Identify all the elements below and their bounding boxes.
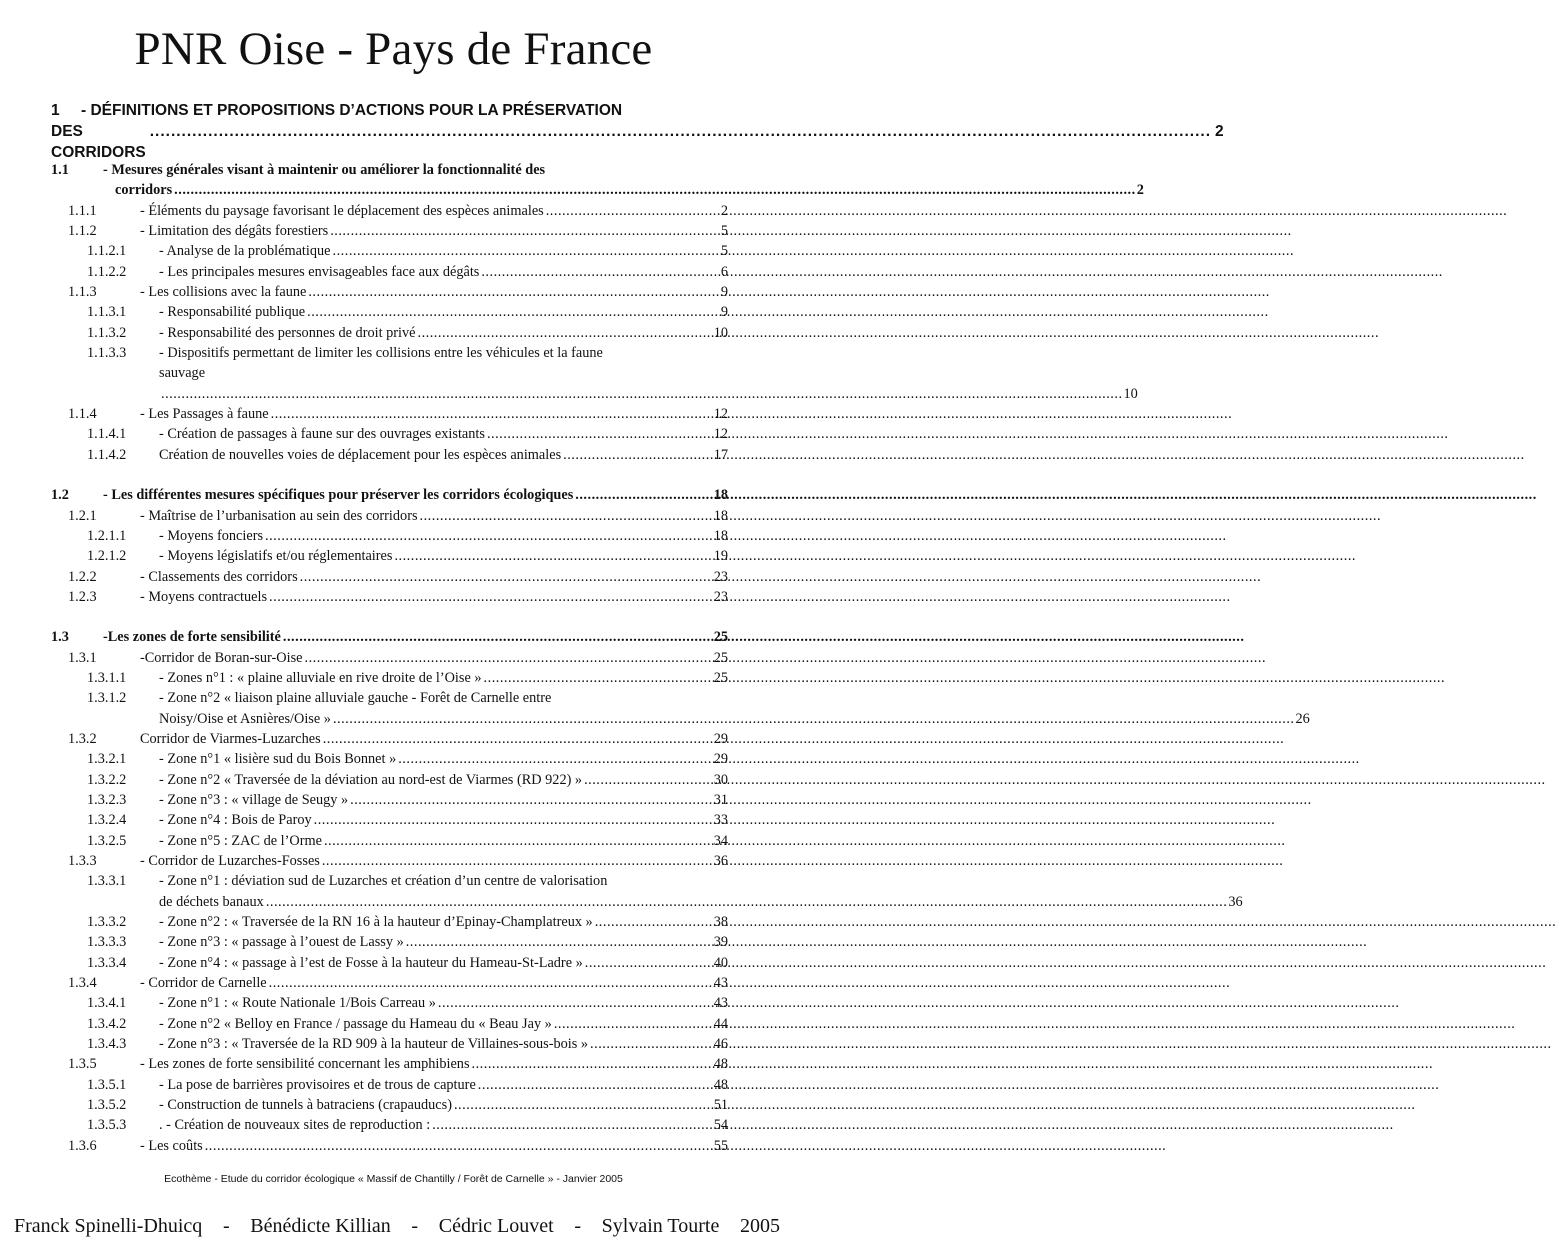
- dot-leader: [283, 627, 713, 647]
- toc-entry-title: - Classements des corridors: [140, 568, 298, 585]
- toc-main-number: 1: [51, 102, 60, 119]
- toc-entry-page: 30: [713, 771, 728, 788]
- separator: -: [574, 1215, 582, 1237]
- toc-entry-title: - Zone n°3 : « village de Seugy »: [159, 791, 349, 808]
- toc-entry-number: 1.2: [51, 487, 69, 504]
- dot-leader: [269, 587, 713, 607]
- toc-entry-page: 38: [713, 914, 728, 931]
- dot-leader: [406, 932, 713, 952]
- dot-leader: [333, 709, 1295, 729]
- toc-entry-number: 1.2.3: [68, 588, 97, 605]
- dot-leader: [487, 424, 713, 444]
- dot-leader: [265, 526, 713, 546]
- toc-entry-title: Corridor de Viarmes-Luzarches: [140, 730, 321, 747]
- toc-entry-page: 51: [713, 1097, 728, 1114]
- toc-entry-number: 1.3.3.1: [87, 873, 127, 890]
- toc-entry-number: 1.3: [51, 629, 69, 646]
- toc-entry-page: 10: [1123, 385, 1138, 402]
- toc-entry-number: 1.3.6: [68, 1137, 97, 1154]
- toc-entry[interactable]: [51, 445, 728, 465]
- toc-entry-page: 18: [713, 487, 728, 504]
- toc-entry[interactable]: [51, 567, 728, 587]
- toc-entry-page: 18: [713, 507, 728, 524]
- dot-leader: [307, 302, 720, 322]
- toc-entry-number: 1.2.2: [68, 568, 97, 585]
- toc-entry[interactable]: [51, 993, 728, 1013]
- toc-entry[interactable]: [51, 871, 1243, 912]
- dot-leader: [333, 241, 720, 261]
- toc-entry-page: 39: [713, 934, 728, 951]
- toc-entry-title: - Zone n°3 : « Traversée de la RD 909 à la hauteur de Villaines-sous-bois »: [159, 1036, 589, 1053]
- toc-entry-page: 23: [713, 568, 728, 585]
- year: 2005: [739, 1215, 780, 1237]
- toc-entry-title: - Zone n°2 « Traversée de la déviation au nord-est de Viarmes (RD 922) »: [159, 771, 583, 788]
- toc-entry[interactable]: [51, 424, 728, 444]
- toc-entry-page: 43: [713, 975, 728, 992]
- toc-entry-title: - Les zones de forte sensibilité concernant les amphibiens: [140, 1056, 470, 1073]
- toc-entry[interactable]: [51, 1115, 728, 1135]
- dot-leader: [150, 121, 1211, 142]
- toc-entry-title: - Les principales mesures envisageables face aux dégâts: [159, 263, 480, 280]
- toc-entry-page: 2: [1136, 182, 1144, 199]
- toc-entry[interactable]: [51, 506, 728, 526]
- toc-entry-number: 1.3.2.5: [87, 832, 127, 849]
- dot-leader: [174, 180, 1136, 200]
- toc-entry-title: - La pose de barrières provisoires et de trous de capture: [159, 1076, 476, 1093]
- toc-entry[interactable]: [51, 1034, 728, 1054]
- toc-entry[interactable]: [51, 323, 728, 343]
- toc-main-title-line1: - DÉFINITIONS ET PROPOSITIONS D’ACTIONS POUR LA PRÉSERVATION: [81, 102, 623, 119]
- toc-entry[interactable]: [51, 241, 728, 261]
- toc-entry-title: corridors: [115, 182, 173, 199]
- authors-line: [14, 1213, 780, 1239]
- toc-entry-title: - Zones n°1 : « plaine alluviale en rive droite de l’Oise »: [159, 669, 482, 686]
- dot-leader: [484, 668, 713, 688]
- toc-entry-page: 9: [720, 284, 728, 301]
- toc-entry-number: 1.1.4.2: [87, 446, 127, 463]
- author-name: Bénédicte Killian: [250, 1215, 391, 1237]
- dot-leader: [481, 262, 719, 282]
- toc-entry-title: - Zone n°2 « Belloy en France / passage du Hameau du « Beau Jay »: [159, 1015, 552, 1032]
- toc-entry-title: - Création de passages à faune sur des ouvrages existants: [159, 426, 485, 443]
- toc-entry-number: 1.3.3.4: [87, 954, 127, 971]
- dot-leader: [394, 546, 712, 566]
- toc-entry-number: 1.3.4.1: [87, 995, 127, 1012]
- dot-leader: [575, 485, 712, 505]
- separator: -: [411, 1215, 419, 1237]
- toc-entry-title: - Zone n°1 : déviation sud de Luzarches et création d’un centre de valorisation: [159, 873, 608, 890]
- toc-entry-number: 1.3.5.3: [87, 1117, 127, 1134]
- toc-entry[interactable]: [51, 343, 1138, 404]
- toc-entry-number: 1.3.3.3: [87, 934, 127, 951]
- toc-entry-title: . - Création de nouveaux sites de reproduction :: [159, 1117, 431, 1134]
- toc-entry-title: - Les Passages à faune: [140, 406, 269, 423]
- toc-entry-number: 1.3.3.2: [87, 914, 127, 931]
- toc-entry-page: 12: [713, 426, 728, 443]
- dot-leader: [585, 953, 713, 973]
- dot-leader: [554, 1014, 713, 1034]
- toc-entry[interactable]: [51, 485, 728, 505]
- toc-entry-number: 1.3.2.4: [87, 812, 127, 829]
- toc-entry[interactable]: [51, 790, 728, 810]
- toc-entry[interactable]: [51, 648, 728, 668]
- dot-leader: [308, 282, 720, 302]
- toc-entry-number: 1.3.1.2: [87, 690, 127, 707]
- toc-entry[interactable]: [51, 1075, 728, 1095]
- toc-entry-page: 36: [713, 853, 728, 869]
- dot-leader: [418, 323, 713, 343]
- toc-entry-title: - Corridor de Luzarches-Fosses: [140, 853, 320, 869]
- toc-entry-page: 25: [713, 649, 728, 666]
- toc-entry-number: 1.3.1.1: [87, 669, 127, 686]
- toc-entry-page: 18: [713, 527, 728, 544]
- toc-entry[interactable]: [51, 688, 1310, 729]
- toc-entry[interactable]: [51, 302, 728, 322]
- toc-entry-title: - Zone n°4 : Bois de Paroy: [159, 812, 312, 829]
- dot-leader: [350, 790, 713, 810]
- author-name: Cédric Louvet: [438, 1215, 554, 1237]
- toc-entry[interactable]: [51, 262, 728, 282]
- table-of-contents: [51, 160, 1310, 1156]
- dot-leader: [584, 770, 713, 790]
- toc-entry-number: 1.1: [51, 162, 69, 178]
- dot-leader: [322, 851, 713, 871]
- toc-main-title-line2: DES CORRIDORS: [51, 123, 146, 161]
- toc-entry-number: 1.3.1: [68, 649, 97, 666]
- toc-entry-page: 48: [713, 1076, 728, 1093]
- toc-entry-title: - Corridor de Carnelle: [140, 975, 267, 992]
- toc-entry-title: sauvage: [159, 365, 206, 382]
- toc-entry-page: 34: [713, 832, 728, 849]
- toc-entry-title: - Maîtrise de l’urbanisation au sein des corridors: [140, 507, 418, 524]
- toc-entry-number: 1.1.4: [68, 406, 97, 423]
- toc-entry-number: 1.2.1.1: [87, 527, 127, 544]
- toc-entry-page: 43: [713, 995, 728, 1012]
- toc-entry-page: 5: [720, 223, 728, 240]
- dot-leader: [472, 1054, 713, 1074]
- toc-entry[interactable]: [51, 627, 728, 647]
- toc-entry[interactable]: [51, 1054, 728, 1074]
- dot-leader: [330, 221, 720, 241]
- toc-entry-title: -Corridor de Boran-sur-Oise: [140, 649, 303, 666]
- toc-entry-number: 1.3.4.2: [87, 1015, 127, 1032]
- toc-entry[interactable]: [51, 201, 728, 221]
- toc-entry-number: 1.2.1.2: [87, 548, 127, 565]
- toc-entry-title: - Construction de tunnels à batraciens (crapauducs): [159, 1097, 452, 1114]
- toc-entry[interactable]: [51, 1136, 728, 1156]
- toc-entry-page: 29: [713, 751, 728, 768]
- toc-entry-page: 55: [713, 1137, 728, 1154]
- toc-entry-number: 1.1.2.2: [87, 263, 127, 280]
- toc-entry-number: 1.1.3.2: [87, 324, 127, 341]
- toc-entry-number: 1.3.4: [68, 975, 97, 992]
- toc-entry-number: 1.1.2: [68, 223, 97, 240]
- toc-entry-page: 46: [713, 1036, 728, 1053]
- toc-entry-number: 1.3.5: [68, 1056, 97, 1073]
- toc-entry-number: 1.3.4.3: [87, 1036, 127, 1053]
- toc-entry-number: 1.1.3.1: [87, 304, 127, 321]
- toc-entry-number: 1.1.3: [68, 284, 97, 301]
- dot-leader: [432, 1115, 713, 1135]
- toc-entry-title: - Les collisions avec la faune: [140, 284, 307, 301]
- footer-note: Ecothème - Etude du corridor écologique « Massif de Chantilly / Forêt de Carnelle » - Janvier 2005: [164, 1173, 623, 1185]
- toc-entry[interactable]: [51, 973, 728, 993]
- toc-entry-title: - Les coûts: [140, 1137, 203, 1154]
- toc-entry[interactable]: [51, 1014, 728, 1034]
- toc-entry-page: 10: [713, 324, 728, 341]
- dot-leader: [300, 567, 713, 587]
- toc-entry-title: de déchets banaux: [159, 893, 264, 910]
- dot-leader: [595, 912, 713, 932]
- toc-entry-title: - Limitation des dégâts forestiers: [140, 223, 329, 240]
- toc-entry-title: - Zone n°4 : « passage à l’est de Fosse à la hauteur du Hameau-St-Ladre »: [159, 954, 583, 971]
- toc-entry[interactable]: [51, 221, 728, 241]
- toc-entry-title: - Éléments du paysage favorisant le déplacement des espèces animales: [140, 202, 544, 219]
- toc-entry-title: Noisy/Oise et Asnières/Oise »: [159, 710, 331, 727]
- toc-entry[interactable]: [51, 729, 728, 749]
- toc-entry-title: - Zone n°1 : « Route Nationale 1/Bois Carreau »: [159, 995, 436, 1012]
- toc-entry-page: 2: [720, 202, 728, 219]
- toc-entry[interactable]: [51, 1095, 728, 1115]
- toc-entry-page: 44: [713, 1015, 728, 1032]
- toc-entry-page: 23: [713, 588, 728, 605]
- dot-leader: [269, 973, 713, 993]
- toc-entry-title: - Moyens législatifs et/ou réglementaires: [159, 548, 393, 565]
- toc-entry-page: 40: [713, 954, 728, 971]
- document-title: PNR Oise - Pays de France: [134, 23, 653, 75]
- toc-entry-title: - Responsabilité des personnes de droit privé: [159, 324, 416, 341]
- toc-entry-number: 1.3.2: [68, 730, 97, 747]
- toc-entry[interactable]: [51, 953, 728, 973]
- toc-entry-title: Création de nouvelles voies de déplacement pour les espèces animales: [159, 446, 562, 463]
- toc-entry-title: - Les différentes mesures spécifiques pour préserver les corridors écologiques: [103, 487, 574, 504]
- toc-entry-title: -Les zones de forte sensibilité: [103, 629, 281, 646]
- toc-entry-page: 12: [713, 406, 728, 423]
- toc-entry-number: 1.3.5.1: [87, 1076, 127, 1093]
- toc-entry-number: 1.3.3: [68, 853, 97, 869]
- dot-leader: [563, 445, 713, 465]
- dot-leader: [420, 506, 713, 526]
- toc-entry-page: 19: [713, 548, 728, 565]
- toc-entry[interactable]: [51, 282, 728, 302]
- toc-entry-number: 1.2.1: [68, 507, 97, 524]
- dot-leader: [266, 892, 1228, 912]
- toc-entry-page: 36: [1228, 893, 1243, 910]
- toc-entry-number: 1.3.2.2: [87, 771, 127, 788]
- toc-entry[interactable]: [51, 160, 1144, 201]
- toc-main-entry[interactable]: [51, 100, 1224, 163]
- toc-entry[interactable]: [51, 912, 728, 932]
- toc-entry[interactable]: [51, 587, 728, 607]
- dot-leader: [590, 1034, 713, 1054]
- toc-entry-title: - Zone n°5 : ZAC de l’Orme: [159, 832, 322, 849]
- toc-entry-title: - Moyens fonciers: [159, 527, 264, 544]
- dot-leader: [454, 1095, 713, 1115]
- toc-entry-page: 6: [720, 263, 728, 280]
- toc-main-page: 2: [1215, 123, 1224, 140]
- dot-leader: [314, 810, 713, 830]
- toc-entry-page: 48: [713, 1056, 728, 1073]
- toc-entry-title: - Zone n°2 « liaison plaine alluviale gauche - Forêt de Carnelle entre: [159, 690, 552, 707]
- toc-entry-title: - Analyse de la problématique: [159, 243, 331, 260]
- toc-entry-number: 1.1.1: [68, 202, 97, 219]
- dot-leader: [305, 648, 713, 668]
- dot-leader: [271, 404, 713, 424]
- dot-leader: [478, 1075, 713, 1095]
- toc-entry-number: 1.1.3.3: [87, 345, 127, 362]
- toc-entry-page: 25: [713, 629, 728, 646]
- toc-entry-number: 1.1.2.1: [87, 243, 127, 260]
- toc-entry-page: 31: [713, 791, 728, 808]
- toc-entry[interactable]: [51, 770, 728, 790]
- toc-entry-title: - Dispositifs permettant de limiter les collisions entre les véhicules et la faune: [159, 345, 603, 362]
- toc-entry-number: 1.3.2.1: [87, 751, 127, 768]
- author-name: Franck Spinelli-Dhuicq: [14, 1215, 203, 1237]
- toc-entry[interactable]: [51, 546, 728, 566]
- toc-entry-page: 26: [1295, 710, 1310, 727]
- separator: -: [222, 1215, 230, 1237]
- dot-leader: [323, 729, 713, 749]
- toc-entry-page: 33: [713, 812, 728, 829]
- toc-entry-page: 9: [720, 304, 728, 321]
- toc-entry-number: 1.1.4.1: [87, 426, 127, 443]
- toc-entry-title: - Zone n°2 : « Traversée de la RN 16 à la hauteur d’Epinay-Champlatreux »: [159, 914, 593, 931]
- toc-entry-title: - Zone n°1 « lisière sud du Bois Bonnet »: [159, 751, 397, 768]
- toc-entry-title: - Zone n°3 : « passage à l’ouest de Lassy »: [159, 934, 404, 951]
- toc-entry-number: 1.3.5.2: [87, 1097, 127, 1114]
- toc-entry[interactable]: [51, 404, 728, 424]
- toc-entry-number: 1.3.2.3: [87, 791, 127, 808]
- toc-entry[interactable]: [51, 749, 728, 769]
- toc-entry-page: 5: [720, 243, 728, 260]
- toc-entry[interactable]: [51, 526, 728, 546]
- dot-leader: [205, 1136, 713, 1156]
- toc-entry[interactable]: [51, 810, 728, 830]
- dot-leader: [438, 993, 713, 1013]
- toc-entry-title: - Responsabilité publique: [159, 304, 306, 321]
- toc-entry-page: 17: [713, 446, 728, 463]
- dot-leader: [161, 384, 1123, 404]
- toc-entry-page: 25: [713, 669, 728, 686]
- author-name: Sylvain Tourte: [601, 1215, 720, 1237]
- dot-leader: [324, 831, 713, 851]
- toc-entry[interactable]: [51, 851, 728, 871]
- toc-entry-page: 29: [713, 730, 728, 747]
- toc-entry-title: - Mesures générales visant à maintenir ou améliorer la fonctionnalité des: [103, 162, 546, 178]
- toc-entry[interactable]: [51, 831, 728, 851]
- dot-leader: [398, 749, 712, 769]
- toc-entry[interactable]: [51, 668, 728, 688]
- toc-entry-page: 54: [713, 1117, 728, 1134]
- toc-entry-title: - Moyens contractuels: [140, 588, 268, 605]
- dot-leader: [546, 201, 720, 221]
- toc-entry[interactable]: [51, 932, 728, 952]
